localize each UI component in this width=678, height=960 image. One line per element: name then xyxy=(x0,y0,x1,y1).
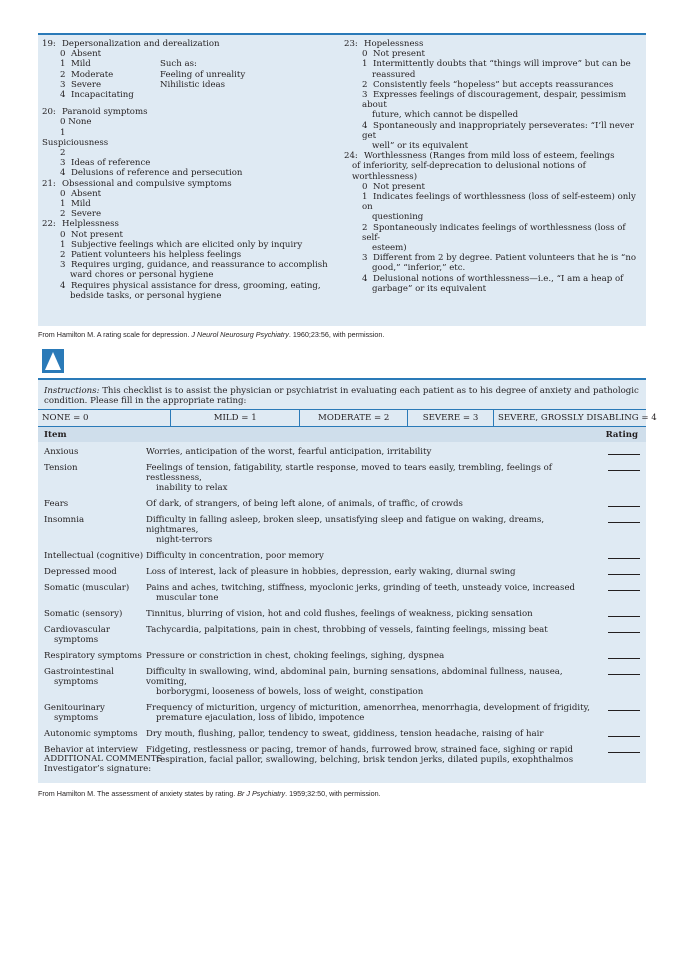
table-row xyxy=(38,625,646,645)
scale-none: NONE = 0 xyxy=(38,410,171,426)
table-row xyxy=(38,447,646,457)
depression-scale-panel xyxy=(38,33,646,326)
rating-blank[interactable] xyxy=(608,710,640,711)
scale-grossly-disabling: SEVERE, GROSSLY DISABLING = 4 xyxy=(498,413,657,423)
table-row xyxy=(38,499,646,509)
scale-mild: MILD = 1 xyxy=(171,410,300,426)
symptom-rows xyxy=(38,447,646,771)
scale-severe: SEVERE = 3 xyxy=(408,410,494,426)
item-20-levels: 0 None 1 xyxy=(60,117,92,138)
item-description: Difficulty in falling asleep, broken sleep, unsatisfying sleep and fatigue on waking, dreams, nightmares, night-terrors xyxy=(146,515,545,545)
additional-comments: ADDITIONAL COMMENTS Investigator’s signature: xyxy=(44,754,163,774)
table-row xyxy=(38,703,646,723)
item-description: Worries, anticipation of the worst, fearful anticipation, irritability xyxy=(146,447,432,457)
item-description: Difficulty in swallowing, wind, abdominal pain, burning sensations, abdominal fullness, nausea, vomiting, borborygmi, looseness of bowels, loss of weight, constipation xyxy=(146,667,563,697)
left-column: 19: Depersonalization and derealization 0 Absent 1 Mild Such as: 2 Moderate Feeling of unreality 3 Severe Nihilistic ideas 4 Incapacitating 20: Paranoid symptoms 0 None 1 Suspiciousness 2 3 Ideas of reference 4 Delusions of reference and persecution 21: Obsessional and compulsive symptoms 0 Absent 1 Mild 2 Severe 22: Helplessness 0 Not present 1 Subjective feelings which are elicited only by inquiry 2 Patient volunteers his helpless feelings 3 Requires urging, guidance, and reassurance to accomplish ward chores or personal hygiene 4 Requires physical assistance for dress, grooming, eating, bedside tasks, or personal hygiene xyxy=(42,39,338,301)
table-row xyxy=(38,667,646,697)
table-row xyxy=(38,551,646,561)
item-description: Difficulty in concentration, poor memory xyxy=(146,551,324,561)
item-name: Tension xyxy=(44,463,78,473)
triangle-logo-icon xyxy=(42,349,64,373)
rating-blank[interactable] xyxy=(608,736,640,737)
item-20-suspiciousness: Suspiciousness xyxy=(42,137,109,148)
item-19-levels: 0 Absent 1 Mild Such as: 2 Moderate Feeling of unreality 3 Severe Nihilistic ideas 4 Incapacitating xyxy=(60,49,246,101)
instructions: Instructions: This checklist is to assist the physician or psychiatrist in evaluating each patient as to his degree of anxiety and pathologic condition. Please fill in the appropriate rating: xyxy=(44,386,639,406)
table-row xyxy=(38,651,646,661)
item-name: Intellectual (cognitive) xyxy=(44,551,144,561)
item-description: Tachycardia, palpitations, pain in chest, throbbing of vessels, fainting feelings, missing beat xyxy=(146,625,548,635)
item-description: Feelings of tension, fatigability, startle response, moved to tears easily, trembling, feelings of restlessness, inability to relax xyxy=(146,463,552,493)
depression-source-credit: From Hamilton M. A rating scale for depression. J Neurol Neurosurg Psychiatry. 1960;23:56, with permission. xyxy=(38,330,385,339)
rating-blank[interactable] xyxy=(608,674,640,675)
rating-blank[interactable] xyxy=(608,454,640,455)
item-24-levels: 0 Not present 1 Indicates feelings of worthlessness (loss of self-esteem) only on questioning 2 Spontaneously indicates feelings of worthlessness (loss of self- esteem) 3 Different from 2 by degree. Patient volunteers that he is “no good,” “inferior,” etc. 4 Delusional notions of worthlessness—i.e., “I am a heap of garbage” or its equivalent xyxy=(362,181,637,294)
rating-blank[interactable] xyxy=(608,506,640,507)
rating-scale-legend xyxy=(38,409,657,427)
item-23: 23: Hopelessness xyxy=(344,39,424,49)
rating-blank[interactable] xyxy=(608,470,640,471)
item-description: Fidgeting, restlessness or pacing, tremor of hands, furrowed brow, strained face, sighing or rapid respiration, facial pallor, swallowing, belching, brisk tendon jerks, dilated pupils, exophthalmos xyxy=(146,745,574,765)
table-header: Item Rating xyxy=(38,427,646,442)
rating-blank[interactable] xyxy=(608,632,640,633)
item-name: Cardiovascular symptoms xyxy=(44,625,110,645)
item-name: Autonomic symptoms xyxy=(44,729,138,739)
item-21: 21: Obsessional and compulsive symptoms xyxy=(42,178,232,189)
item-name: Behavior at interview xyxy=(44,745,138,755)
item-description: Frequency of micturition, urgency of micturition, amenorrhea, menorrhagia, development of frigidity, premature ejaculation, loss of libido, impotence xyxy=(146,703,590,723)
rating-blank[interactable] xyxy=(608,752,640,753)
item-19: 19: Depersonalization and derealization xyxy=(42,39,220,49)
item-name: Somatic (muscular) xyxy=(44,583,130,593)
item-name: Gastrointestinal symptoms xyxy=(44,667,114,687)
item-22-levels: 0 Not present 1 Subjective feelings which are elicited only by inquiry 2 Patient volunteers his helpless feelings 3 Requires urging, guidance, and reassurance to accomplish ward chores or personal hygiene 4 Requires physical assistance for dress, grooming, eating, bedside tasks, or personal hygiene xyxy=(60,229,328,301)
item-name: Anxious xyxy=(44,447,79,457)
anxiety-checklist-panel xyxy=(38,378,657,783)
table-row xyxy=(38,463,646,493)
anxiety-source-credit: From Hamilton M. The assessment of anxiety states by rating. Br J Psychiatry. 1959;32:50, with permission. xyxy=(38,789,381,798)
rating-blank[interactable] xyxy=(608,574,640,575)
table-row xyxy=(38,609,646,619)
table-row xyxy=(38,729,646,739)
item-23-levels: 0 Not present 1 Intermittently doubts that “things will improve” but can be reassured 2 Consistently feels “hopeless” but accepts reassurances 3 Expresses feelings of discouragement, despair, pessimism about future, which cannot be dispelled 4 Spontaneously and inappropriately perseverates: “I’ll never get well” or its equivalent xyxy=(362,49,634,152)
rating-blank[interactable] xyxy=(608,616,640,617)
investigator-signature: Investigator’s signature: xyxy=(44,764,152,774)
rating-blank[interactable] xyxy=(608,522,640,523)
scale-moderate: MODERATE = 2 xyxy=(300,410,408,426)
item-22: 22: Helplessness xyxy=(42,219,119,230)
item-20: 20: Paranoid symptoms xyxy=(42,107,148,118)
item-21-levels: 0 Absent 1 Mild 2 Severe xyxy=(60,188,102,220)
item-24: 24: Worthlessness (Ranges from mild loss of esteem, feelings xyxy=(344,151,615,162)
item-description: Tinnitus, blurring of vision, hot and cold flushes, feelings of weakness, picking sensation xyxy=(146,609,533,619)
item-name: Genitourinary symptoms xyxy=(44,703,105,723)
item-description: Dry mouth, flushing, pallor, tendency to sweat, giddiness, tension headache, raising of hair xyxy=(146,729,544,739)
item-name: Somatic (sensory) xyxy=(44,609,123,619)
table-row xyxy=(38,515,646,545)
rating-blank[interactable] xyxy=(608,590,640,591)
table-row xyxy=(38,583,646,603)
right-column: 23: Hopelessness 0 Not present 1 Intermittently doubts that “things will improve” but can be reassured 2 Consistently feels “hopeless” but accepts reassurances 3 Expresses feelings of discouragement, despair, pessimism about future, which cannot be dispelled 4 Spontaneously and inappropriately perseverates: “I’ll never get well” or its equivalent 24: Worthlessness (Ranges from mild loss of esteem, feelings of inferiority, self-deprecation to delusional notions of worthlessness) 0 Not present 1 Indicates feelings of worthlessness (loss of self-esteem) only on questioning 2 Spontaneously indicates feelings of worthlessness (loss of self- esteem) 3 Different from 2 by degree. Patient volunteers that he is “no good,” “inferior,” etc. 4 Delusional notions of worthlessness—i.e., “I am a heap of garbage” or its equivalent xyxy=(344,39,644,294)
item-description: Loss of interest, lack of pleasure in hobbies, depression, early waking, diurnal swing xyxy=(146,567,516,577)
item-name: Fears xyxy=(44,499,69,509)
item-name: Depressed mood xyxy=(44,567,117,577)
item-description: Of dark, of strangers, of being left alone, of animals, of traffic, of crowds xyxy=(146,499,463,509)
item-name: Respiratory symptoms xyxy=(44,651,142,661)
item-description: Pains and aches, twitching, stiffness, myoclonic jerks, grinding of teeth, unsteady voice, increased muscular tone xyxy=(146,583,576,603)
item-description: Pressure or constriction in chest, choking feelings, sighing, dyspnea xyxy=(146,651,445,661)
rating-blank[interactable] xyxy=(608,558,640,559)
table-row xyxy=(38,567,646,577)
item-name: Insomnia xyxy=(44,515,85,525)
rating-blank[interactable] xyxy=(608,658,640,659)
